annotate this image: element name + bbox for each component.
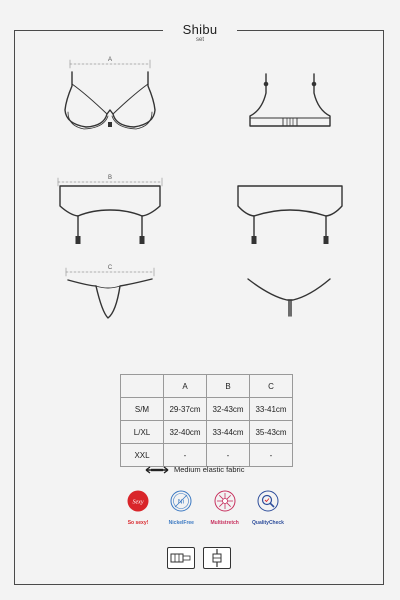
garter-belt-front-drawing	[58, 175, 162, 244]
closure-icons	[167, 547, 231, 569]
dimension-label-c: C	[107, 265, 113, 271]
nickel-free-icon	[170, 490, 192, 512]
badge-quality-check	[248, 490, 288, 526]
size-table-header: A	[164, 375, 207, 398]
table-cell: -	[207, 444, 250, 467]
multistretch-icon	[214, 490, 236, 512]
size-table-corner	[121, 375, 164, 398]
table-cell: 33-41cm	[250, 398, 293, 421]
table-cell: 32-43cm	[207, 398, 250, 421]
table-cell: -	[250, 444, 293, 467]
hook-closure-vertical-icon	[203, 547, 231, 569]
bra-back-drawing	[250, 74, 330, 126]
table-cell: 32-40cm	[164, 421, 207, 444]
badge-nickel-free	[161, 490, 201, 526]
so-sexy-icon	[127, 490, 149, 512]
product-subtitle: set	[195, 37, 204, 43]
dimension-label-a: A	[107, 57, 113, 63]
table-row	[121, 444, 293, 467]
fabric-note	[145, 465, 244, 474]
hook-closure-icon	[167, 547, 195, 569]
double-arrow-icon	[145, 466, 169, 474]
bra-front-drawing	[65, 57, 155, 129]
quality-check-icon	[257, 490, 279, 512]
badge-so-sexy	[118, 490, 158, 526]
size-table-header: B	[207, 375, 250, 398]
svg-text:Ni: Ni	[178, 498, 185, 506]
badge-label: Multistretch	[210, 520, 239, 526]
table-cell: 35-43cm	[250, 421, 293, 444]
badge-label: So sexy!	[127, 520, 149, 526]
thong-front-drawing	[66, 265, 154, 318]
table-cell: -	[164, 444, 207, 467]
size-table-header-row	[121, 375, 293, 398]
fabric-note-text: Medium elastic fabric	[174, 465, 245, 474]
size-table	[120, 374, 293, 467]
feature-badges	[118, 490, 288, 526]
product-title: Shibu	[182, 22, 218, 37]
table-cell: 33-44cm	[207, 421, 250, 444]
size-table-header: C	[250, 375, 293, 398]
size-label: XXL	[121, 444, 164, 467]
thong-back-drawing	[248, 279, 330, 316]
badge-multistretch	[205, 490, 245, 526]
size-label: L/XL	[121, 421, 164, 444]
table-row	[121, 421, 293, 444]
table-row	[121, 398, 293, 421]
garter-belt-back-drawing	[238, 186, 342, 244]
svg-text:Sexy: Sexy	[132, 499, 144, 506]
badge-label: QualityCheck	[252, 520, 284, 526]
table-cell: 29-37cm	[164, 398, 207, 421]
dimension-label-b: B	[107, 175, 113, 181]
badge-label: NickelFree	[168, 520, 194, 526]
size-label: S/M	[121, 398, 164, 421]
